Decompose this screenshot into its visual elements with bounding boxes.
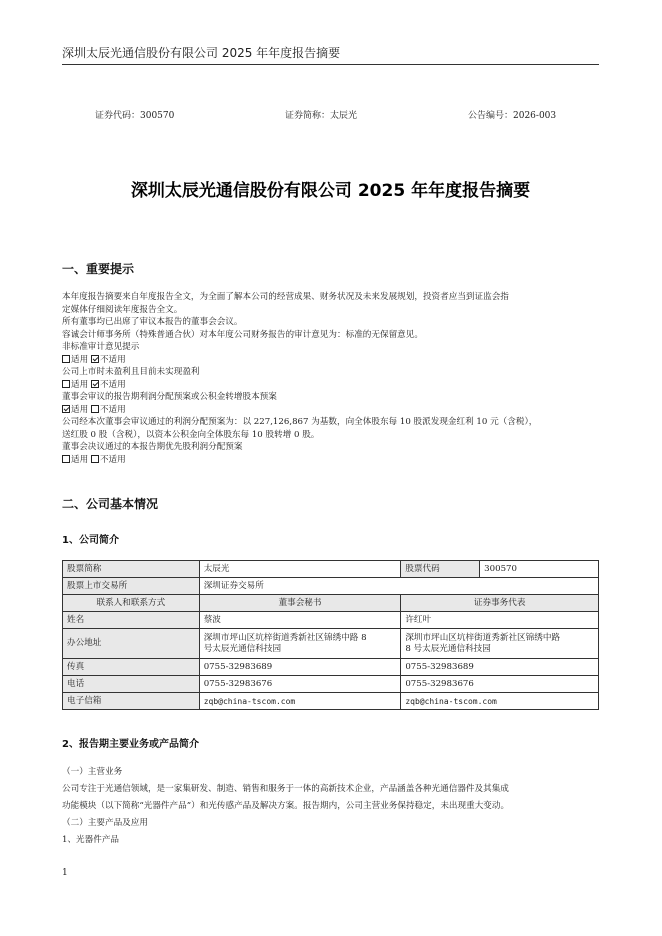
email-secretary[interactable]: zqb@china-tscom.com xyxy=(199,693,401,710)
address-rep-line1: 深圳市坪山区坑梓街道秀新社区锦绣中路 xyxy=(405,632,561,643)
checkbox-row-nonstandard: 适用 不适用 xyxy=(62,354,602,367)
notice-para-2: 所有董事均已出席了审议本报告的董事会会议。 xyxy=(62,317,243,327)
stock-short-value: 太辰光 xyxy=(199,561,401,578)
table-row xyxy=(63,629,599,659)
notice-para-1b: 定媒体仔细阅读年度报告全文。 xyxy=(62,304,183,315)
table-row xyxy=(63,693,599,710)
section-company-basic-heading: 二、公司基本情况 xyxy=(62,497,159,511)
name-secretary: 蔡波 xyxy=(199,612,401,629)
stock-short-name: 证券简称：太辰光 xyxy=(285,111,358,121)
table-row xyxy=(63,595,599,612)
checkbox-not-apply-checked[interactable] xyxy=(91,380,99,388)
checkbox-apply[interactable] xyxy=(62,455,70,463)
name-rep: 许红叶 xyxy=(401,612,599,629)
stock-short-label: 股票简称 xyxy=(63,561,200,578)
fax-secretary: 0755-32983689 xyxy=(199,659,401,676)
table-row xyxy=(63,612,599,629)
address-secretary xyxy=(199,629,401,659)
table-row xyxy=(63,578,599,595)
table-row xyxy=(63,659,599,676)
notice-para-7b: 送红股 0 股（含税），以资本公积金向全体股东每 10 股转增 0 股。 xyxy=(62,429,320,440)
notice-para-7a: 公司经本次董事会审议通过的利润分配预案为：以 227,126,867 为基数，向全体股东每 10 股派发现金红利 10 元（含税）， xyxy=(62,417,538,427)
checkbox-not-apply[interactable] xyxy=(91,405,99,413)
fax-rep: 0755-32983689 xyxy=(401,659,599,676)
exchange-value: 深圳证券交易所 xyxy=(199,578,598,595)
notice-para-3: 容诚会计师事务所（特殊普通合伙）对本年度公司财务报告的审计意见为：标准的无保留意见。 xyxy=(62,329,423,340)
table-row xyxy=(63,561,599,578)
contact-header: 联系人和联系方式 xyxy=(63,595,200,612)
header-rule xyxy=(62,64,599,65)
checkbox-apply[interactable] xyxy=(62,355,70,363)
checkbox-apply[interactable] xyxy=(62,380,70,388)
notice-para-8: 董事会决议通过的本报告期优先股利润分配预案 xyxy=(62,442,243,452)
checkbox-row-preferred: 适用 不适用 xyxy=(62,454,602,467)
notice-para-1a: 本年度报告摘要来自年度报告全文，为全面了解本公司的经营成果、财务状况及未来发展规划，投资者应当到证监会指 xyxy=(62,292,509,302)
address-secretary-line1: 深圳市坪山区坑梓街道秀新社区锦绣中路 8 xyxy=(203,632,367,643)
fax-label: 传真 xyxy=(63,659,200,676)
checkbox-not-apply-checked[interactable] xyxy=(91,355,99,363)
address-secretary-line2: 号太辰光通信科技园 xyxy=(203,643,282,654)
page-number: 1 xyxy=(62,868,68,878)
main-business-title: （一）主营业务 xyxy=(62,767,123,777)
document-title: 深圳太辰光通信股份有限公司 2025 年年度报告摘要 xyxy=(130,181,531,201)
main-business-para-1: 公司专注于光通信领域，是一家集研发、制造、销售和服务于一体的高新技术企业，产品涵盖各种光通信器件及其集成 xyxy=(62,784,509,794)
phone-rep: 0755-32983676 xyxy=(401,676,599,693)
stock-code-label: 股票代码 xyxy=(401,561,480,578)
notice-number: 公告编号：2026-003 xyxy=(468,111,557,121)
email-label: 电子信箱 xyxy=(63,693,200,710)
checkbox-apply-checked[interactable] xyxy=(62,405,70,413)
address-rep xyxy=(401,629,599,659)
checkbox-row-dividend: 适用 不适用 xyxy=(62,404,602,417)
phone-label: 电话 xyxy=(63,676,200,693)
stock-code: 证券代码：300570 xyxy=(95,111,175,121)
rep-header: 证券事务代表 xyxy=(401,595,599,612)
checkbox-row-unprofitable: 适用 不适用 xyxy=(62,379,602,392)
address-rep-line2: 8 号太辰光通信科技园 xyxy=(405,643,491,654)
running-header: 深圳太辰光通信股份有限公司 2025 年年度报告摘要 xyxy=(62,46,341,60)
exchange-label: 股票上市交易所 xyxy=(63,578,200,595)
subsection-main-business: 2、报告期主要业务或产品简介 xyxy=(62,739,199,750)
section-important-notice-heading: 一、重要提示 xyxy=(62,262,135,276)
email-rep[interactable]: zqb@china-tscom.com xyxy=(401,693,599,710)
notice-para-6: 董事会审议的报告期利润分配预案或公积金转增股本预案 xyxy=(62,392,277,402)
company-info-table xyxy=(62,560,599,710)
stock-code-value: 300570 xyxy=(480,561,599,578)
phone-secretary: 0755-32983676 xyxy=(199,676,401,693)
main-business-para-2: 功能模块（以下简称“光器件产品”）和光传感产品及解决方案。报告期内，公司主营业务保持稳定，未出现重大变动。 xyxy=(62,801,510,811)
main-products-title: （二）主要产品及应用 xyxy=(62,818,148,828)
notice-para-4: 非标准审计意见提示 xyxy=(62,342,140,352)
secretary-header: 董事会秘书 xyxy=(199,595,401,612)
checkbox-not-apply[interactable] xyxy=(91,455,99,463)
name-label: 姓名 xyxy=(63,612,200,629)
table-row xyxy=(63,676,599,693)
optical-device-products: 1、光器件产品 xyxy=(62,835,120,845)
address-label: 办公地址 xyxy=(63,629,200,659)
subsection-company-profile: 1、公司简介 xyxy=(62,535,119,546)
notice-para-5: 公司上市时未盈利且目前未实现盈利 xyxy=(62,367,200,377)
